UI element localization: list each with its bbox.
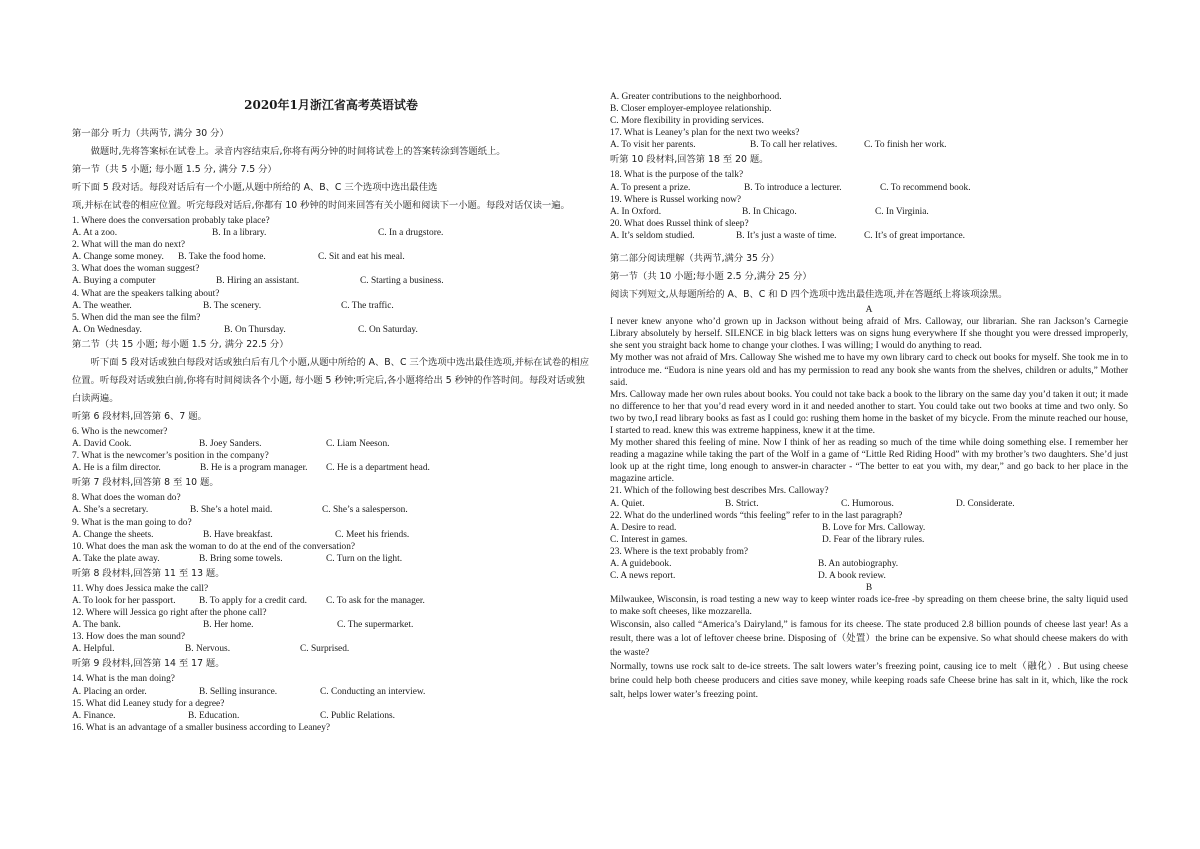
question-16-options bbox=[610, 91, 1128, 127]
question-2 bbox=[72, 239, 590, 263]
page-title: 2020年1月浙江省高考英语试卷 bbox=[244, 98, 418, 112]
option-a: A. Buying a computer bbox=[72, 276, 156, 287]
question-16 bbox=[72, 722, 590, 734]
options bbox=[72, 251, 590, 263]
option-c: C. The traffic. bbox=[341, 300, 394, 311]
question-text: 23. Where is the text probably from? bbox=[610, 546, 749, 557]
question-19 bbox=[610, 194, 1128, 218]
question-text: 17. What is Leaney’s plan for the next two weeks? bbox=[610, 128, 800, 139]
options bbox=[72, 227, 590, 239]
option-c: C. To finish her work. bbox=[864, 140, 947, 151]
option-a: A. In Oxford. bbox=[610, 206, 662, 217]
question-text: 10. What does the man ask the woman to do at the end of the conversation? bbox=[72, 541, 356, 552]
option-a: A. To visit her parents. bbox=[610, 140, 696, 151]
options bbox=[610, 182, 1128, 194]
option-d: D. Considerate. bbox=[956, 498, 1015, 509]
option-a: A. Placing an order. bbox=[72, 686, 147, 697]
option-c: C. Interest in games. bbox=[610, 534, 688, 545]
option-b: B. It’s just a waste of time. bbox=[736, 230, 837, 241]
option-a: A. Quiet. bbox=[610, 498, 645, 509]
option-a: A. Greater contributions to the neighborhood. bbox=[610, 92, 782, 102]
passage-a-paragraph-2: My mother was not afraid of Mrs. Calloway She wished me to have my own library card to check out books for myself. She took me in to introduce me. “Eudora is nine years old and has my permission to read any book she wants from the shelves, children or adults,” Mother said. bbox=[610, 353, 1128, 388]
options bbox=[72, 686, 590, 698]
question-text: 13. How does the man sound? bbox=[72, 632, 186, 643]
question-11 bbox=[72, 583, 590, 607]
option-b: B. He is a program manager. bbox=[200, 463, 308, 474]
option-b: B. Strict. bbox=[725, 498, 759, 509]
option-c: C. Humorous. bbox=[841, 498, 894, 509]
option-b: B. Hiring an assistant. bbox=[216, 276, 300, 287]
options bbox=[72, 619, 590, 631]
section1-instructions-b: 项,并标在试卷的相应位置。听完每段对话后,你都有 10 秒钟的时间来回答有关小题和阅读下一小题。每段对话仅读一遍。 bbox=[72, 200, 570, 211]
options bbox=[72, 529, 590, 541]
options bbox=[72, 643, 590, 655]
question-4 bbox=[72, 288, 590, 312]
option-b: B. In a library. bbox=[212, 228, 267, 239]
option-c: C. Turn on the light. bbox=[326, 553, 403, 564]
option-b: B. Love for Mrs. Calloway. bbox=[822, 522, 926, 533]
question-22 bbox=[610, 510, 1128, 546]
options bbox=[72, 462, 590, 474]
part1-instructions: 做题时,先将答案标在试卷上。录音内容结束后,你将有两分钟的时间将试卷上的答案转涂到答题纸上。 bbox=[90, 146, 506, 157]
option-a: A. He is a film director. bbox=[72, 463, 161, 474]
material-10-heading: 听第 10 段材料,回答第 18 至 20 题。 bbox=[610, 154, 769, 166]
option-a: A. She’s a secretary. bbox=[72, 505, 149, 516]
part2-heading: 第二部分阅读理解（共两节,满分 35 分） bbox=[610, 253, 780, 265]
option-a: A. The weather. bbox=[72, 300, 132, 311]
section2-heading: 第二节（共 15 小题; 每小题 1.5 分, 满分 22.5 分） bbox=[72, 338, 289, 350]
question-text: 19. Where is Russel working now? bbox=[610, 194, 742, 205]
option-a: A. A guidebook. bbox=[610, 559, 672, 569]
option-c: C. Sit and eat his meal. bbox=[318, 252, 405, 263]
options bbox=[610, 206, 1128, 218]
question-17 bbox=[610, 127, 1128, 151]
option-c: C. In Virginia. bbox=[875, 206, 929, 217]
question-text: 21. Which of the following best describes Mrs. Calloway? bbox=[610, 486, 829, 497]
option-b: B. On Thursday. bbox=[224, 324, 286, 335]
question-text: 11. Why does Jessica make the call? bbox=[72, 583, 209, 594]
passage-b-paragraph-3: Normally, towns use rock salt to de-ice streets. The salt lowers water’s freezing point, causing ice to melt（融化）. But using cheese brine could help both cheese producers and cities save money, while keeping roads safe Cheese brine has salt in it, which, like the rock salt, helps lower water’s freezing point. bbox=[610, 662, 1128, 701]
option-c: C. Conducting an interview. bbox=[320, 686, 426, 697]
material-7-heading: 听第 7 段材料,回答第 8 至 10 题。 bbox=[72, 477, 219, 489]
options bbox=[72, 324, 590, 336]
question-text: 1. Where does the conversation probably take place? bbox=[72, 216, 270, 226]
option-a: A. To present a prize. bbox=[610, 182, 691, 193]
option-b: B. Joey Sanders. bbox=[199, 439, 262, 450]
question-21 bbox=[610, 485, 1128, 509]
part1-heading: 第一部分 听力（共两节, 满分 30 分） bbox=[72, 128, 229, 139]
option-a: A. The bank. bbox=[72, 620, 121, 631]
options-row-2 bbox=[610, 534, 1128, 546]
options-row-2 bbox=[610, 570, 1128, 582]
option-a: A. Desire to read. bbox=[610, 522, 677, 533]
option-c: C. He is a department head. bbox=[326, 463, 430, 474]
question-text: 12. Where will Jessica go right after the phone call? bbox=[72, 608, 267, 619]
option-b: B. An autobiography. bbox=[818, 559, 899, 569]
option-c: C. Liam Neeson. bbox=[326, 439, 390, 450]
question-text: 3. What does the woman suggest? bbox=[72, 264, 200, 275]
option-a: A. Helpful. bbox=[72, 644, 115, 655]
option-c: C. Meet his friends. bbox=[335, 529, 410, 540]
option-c: C. Public Relations. bbox=[320, 710, 395, 721]
option-c: C. To recommend book. bbox=[880, 182, 971, 193]
question-7 bbox=[72, 450, 590, 474]
reading-section1-instructions: 阅读下列短文,从每题所给的 A、B、C 和 D 四个选项中选出最佳选项,并在答题纸上将该项涂黑。 bbox=[610, 289, 1008, 301]
question-text: 18. What is the purpose of the talk? bbox=[610, 170, 744, 181]
option-b: B. To apply for a credit card. bbox=[199, 595, 307, 606]
question-3 bbox=[72, 263, 590, 287]
option-c: C. The supermarket. bbox=[337, 620, 414, 631]
options bbox=[72, 710, 590, 722]
question-text: 9. What is the man going to do? bbox=[72, 517, 192, 528]
question-8 bbox=[72, 492, 590, 516]
question-18 bbox=[610, 169, 1128, 193]
option-d: D. A book review. bbox=[818, 571, 886, 582]
option-b: B. She’s a hotel maid. bbox=[190, 505, 273, 516]
question-text: 16. What is an advantage of a smaller business according to Leaney? bbox=[72, 722, 331, 733]
question-15 bbox=[72, 698, 590, 722]
material-8-heading: 听第 8 段材料,回答第 11 至 13 题。 bbox=[72, 567, 225, 579]
material-6-heading: 听第 6 段材料,回答第 6、7 题。 bbox=[72, 410, 207, 422]
question-1 bbox=[72, 215, 590, 239]
options bbox=[72, 300, 590, 312]
question-10 bbox=[72, 541, 590, 565]
option-c: C. It’s of great importance. bbox=[864, 230, 966, 241]
passage-b-paragraph-1: Milwaukee, Wisconsin, is road testing a new way to keep winter roads ice-free -by spreading on them cheese brine, the salty liquid used to make soft cheeses, like mozzarella. bbox=[610, 595, 1128, 618]
section1-instructions-a: 听下面 5 段对话。每段对话后有一个小题,从题中所给的 A、B、C 三个选项中选出最佳选 bbox=[72, 182, 438, 193]
reading-section1-heading: 第一节（共 10 小题;每小题 2.5 分,满分 25 分） bbox=[610, 271, 812, 283]
question-9 bbox=[72, 517, 590, 541]
option-a: A. Take the plate away. bbox=[72, 553, 160, 564]
passage-a-paragraph-3: Mrs. Calloway made her own rules about books. You could not take back a book to the library on the same day you’d taken it out; it made no difference to her that you’d read every word in it and needed another to start. You could take out two books at time and two only. So two by two,I read library books as fast as I could go: rushing them home in the basket of my bicycle. From the minute reached our house, I started to read. knew this was extreme happiness, knew it at the time. bbox=[610, 389, 1128, 436]
passage-b-paragraph-2: Wisconsin, also called “America’s Dairyland,” is famous for its cheese. The state produced 2.8 billion pounds of cheese last year! As a result, there was a lot of leftover cheese brine. Disposing of（处置）the brine can be expensive. So what should cheese makers do with the waste? bbox=[610, 620, 1128, 659]
option-c: C. In a drugstore. bbox=[378, 228, 444, 239]
options bbox=[72, 438, 590, 450]
option-c: C. More flexibility in providing services. bbox=[610, 116, 764, 127]
option-a: A. Change the sheets. bbox=[72, 529, 154, 540]
question-6 bbox=[72, 426, 590, 450]
option-c: C. On Saturday. bbox=[358, 324, 418, 335]
options bbox=[72, 275, 590, 287]
question-text: 4. What are the speakers talking about? bbox=[72, 288, 220, 299]
option-b: B. Closer employer-employee relationship. bbox=[610, 104, 772, 115]
question-text: 22. What do the underlined words “this feeling” refer to in the last paragraph? bbox=[610, 510, 903, 521]
option-b: B. Take the food home. bbox=[178, 252, 266, 263]
question-14 bbox=[72, 673, 590, 697]
option-a: A. At a zoo. bbox=[72, 228, 118, 239]
question-text: 5. When did the man see the film? bbox=[72, 312, 201, 323]
option-a: A. Change some money. bbox=[72, 252, 164, 263]
option-b: B. To introduce a lecturer. bbox=[744, 182, 842, 193]
option-b: B. Selling insurance. bbox=[199, 686, 278, 697]
option-b: B. Bring some towels. bbox=[199, 553, 283, 564]
option-a: A. On Wednesday. bbox=[72, 324, 142, 335]
question-text: 15. What did Leaney study for a degree? bbox=[72, 698, 225, 709]
option-c: C. Surprised. bbox=[300, 644, 350, 655]
option-b: B. In Chicago. bbox=[742, 206, 797, 217]
question-12 bbox=[72, 607, 590, 631]
options bbox=[72, 504, 590, 516]
passage-a-paragraph-4: My mother shared this feeling of mine. Now I think of her as reading so much of the time while doing something else. I remember her reading a magazine while taking the part of the Wolf in a game of “Little Red Riding Hood” with my brother’s two daughters. She’d just look up at the right time, long enough to answer-in character - “The better to eat you with, my dear,” and go back to her place in the magazine article. bbox=[610, 438, 1128, 485]
options bbox=[610, 139, 1128, 151]
passage-a-paragraph-1: I never knew anyone who’d grown up in Jackson without being afraid of Mrs. Calloway, our librarian. She ran Jackson’s Carnegie Library absolutely by herself. SILENCE in big black letters was on signs hung everywhere If she thought you were dressed improperly, she sent you straight back home to change your clothes. I was willing; I would do anything to read. bbox=[610, 317, 1128, 352]
question-20 bbox=[610, 218, 1128, 242]
question-13 bbox=[72, 631, 590, 655]
option-b: B. Nervous. bbox=[185, 644, 231, 655]
option-a: A. To look for her passport. bbox=[72, 595, 176, 606]
option-b: B. To call her relatives. bbox=[750, 140, 838, 151]
option-b: B. Her home. bbox=[203, 620, 254, 631]
question-23 bbox=[610, 546, 1128, 582]
option-b: B. Have breakfast. bbox=[203, 529, 273, 540]
option-c: C. She’s a salesperson. bbox=[322, 505, 408, 516]
question-text: 20. What does Russel think of sleep? bbox=[610, 218, 749, 229]
question-text: 8. What does the woman do? bbox=[72, 493, 181, 504]
options bbox=[610, 230, 1128, 242]
option-d: D. Fear of the library rules. bbox=[822, 534, 925, 545]
option-a: A. David Cook. bbox=[72, 439, 132, 450]
option-c: C. A news report. bbox=[610, 571, 676, 582]
options bbox=[72, 553, 590, 565]
question-text: 6. Who is the newcomer? bbox=[72, 426, 168, 437]
question-text: 14. What is the man doing? bbox=[72, 674, 175, 685]
options-row-1 bbox=[610, 522, 1128, 534]
options bbox=[72, 595, 590, 607]
option-b: B. The scenery. bbox=[203, 300, 262, 311]
section2-instructions: 听下面 5 段对话或独白每段对话或独白后有几个小题,从题中所给的 A、B、C 三个选项中选出最佳选项,并标在试卷的相应位置。听每段对话或独白前,你将有时间阅读各个小题, 每小题 5 秒钟;听完后,各小题将给出 5 秒钟的作答时间。每段对话或独白读两遍。 bbox=[72, 356, 590, 404]
option-a: A. Finance. bbox=[72, 710, 116, 721]
options-row-1 bbox=[610, 558, 1128, 570]
option-c: C. Starting a business. bbox=[360, 276, 444, 287]
option-a: A. It’s seldom studied. bbox=[610, 230, 695, 241]
option-c: C. To ask for the manager. bbox=[326, 595, 425, 606]
question-5 bbox=[72, 312, 590, 336]
section1-heading: 第一节（共 5 小题; 每小题 1.5 分, 满分 7.5 分） bbox=[72, 164, 277, 175]
question-text: 7. What is the newcomer’s position in the company? bbox=[72, 451, 269, 462]
option-b: B. Education. bbox=[188, 710, 240, 721]
material-9-heading: 听第 9 段材料,回答第 14 至 17 题。 bbox=[72, 658, 225, 670]
question-text: 2. What will the man do next? bbox=[72, 240, 186, 251]
options bbox=[610, 498, 1128, 510]
passage-b-label: B bbox=[865, 583, 873, 594]
passage-a-label: A bbox=[865, 305, 873, 316]
